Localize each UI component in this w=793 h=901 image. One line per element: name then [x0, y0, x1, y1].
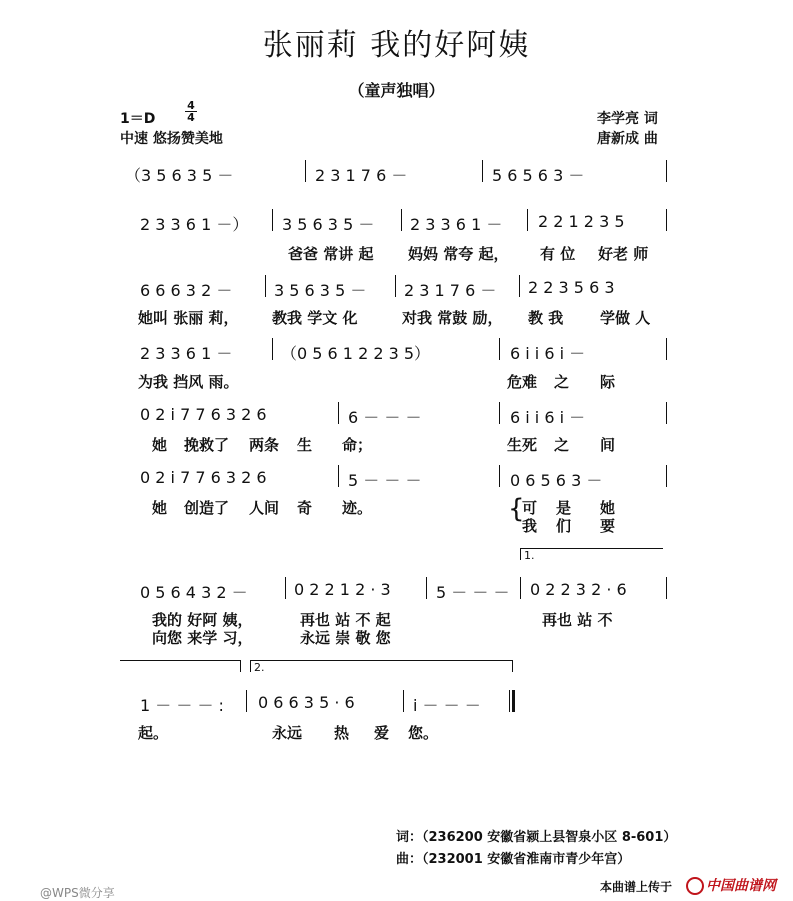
notation-row4-m2: （0 5 6 1 2 2 3 5）	[281, 344, 431, 363]
barline	[272, 338, 273, 360]
lyric: 我	[522, 517, 538, 535]
notation-row4-m3: 6 i i 6 i －	[510, 344, 586, 363]
lyric: 命；	[342, 436, 373, 454]
barline	[265, 275, 266, 297]
barline	[519, 275, 520, 297]
notation-row2-m1: 2 3 3 6 1 －）	[140, 215, 249, 234]
lyric: 好老 师	[598, 245, 649, 263]
barline	[499, 338, 500, 360]
lyric: 要	[600, 517, 616, 535]
volta1-label: 1.	[524, 549, 535, 562]
volta1-tick	[520, 548, 521, 560]
volta2-bracket	[250, 660, 512, 661]
lyric: 永远	[272, 724, 303, 742]
brace: {	[508, 494, 525, 524]
lyric: 可	[522, 499, 538, 517]
lyric: 生	[297, 436, 313, 454]
lyric: 您。	[408, 724, 439, 742]
barline	[272, 209, 273, 231]
lyric: 之	[554, 373, 570, 391]
time-bottom: 4	[185, 111, 197, 123]
barline	[395, 275, 396, 297]
uploaded-label: 本曲谱上传于	[600, 880, 673, 894]
barline	[338, 465, 339, 487]
final-barline-thick	[512, 690, 515, 712]
notation-row6-m1: 0 2 i 7 7 6 3 2 6	[140, 468, 267, 487]
notation-row7-m4: 0 2 2 3 2 · 6	[530, 580, 627, 599]
lyric: 两条	[249, 436, 280, 454]
lyric: 再也 站 不	[542, 611, 613, 629]
barline	[527, 209, 528, 231]
repeat-barline	[246, 690, 247, 712]
site-name: 中国曲谱网	[706, 878, 776, 894]
lyric: 有 位	[540, 245, 576, 263]
lyric: 她	[600, 499, 616, 517]
barline	[305, 160, 306, 182]
lyric: 际	[600, 373, 616, 391]
lyric: 她	[152, 436, 168, 454]
notation-row6-m2: 5 － － －	[348, 471, 422, 490]
lyric: 之	[554, 436, 570, 454]
volta1-continuation	[120, 660, 240, 661]
volta2-tick	[250, 660, 251, 672]
notation-row3-m3: 2 3 1 7 6 －	[404, 281, 497, 300]
page-title: 张丽莉 我的好阿姨	[262, 28, 531, 63]
lyric: 是	[556, 499, 572, 517]
barline	[403, 690, 404, 712]
notation-row2-m2: 3 5 6 3 5 －	[282, 215, 375, 234]
lyricist-credit: 李学亮 词	[597, 111, 658, 127]
final-barline-thin	[509, 690, 510, 712]
footer-lyricist-address: 词：（236200 安徽省颍上县智泉小区 8-601）	[396, 830, 677, 845]
notation-row5-m1: 0 2 i 7 7 6 3 2 6	[140, 405, 267, 424]
lyric: 向您 来学 习，	[152, 629, 253, 647]
volta1-bracket	[520, 548, 663, 549]
lyric: 生死	[507, 436, 538, 454]
footer-composer-address: 曲：（232001 安徽省淮南市青少年宫）	[396, 852, 631, 867]
notation-row2-m4: 2 2 1 2 3 5	[538, 212, 625, 231]
barline	[666, 209, 667, 231]
notation-row3-m2: 3 5 6 3 5 －	[274, 281, 367, 300]
lyric: 奇	[297, 499, 313, 517]
lyric: 学做 人	[600, 309, 651, 327]
lyric: 她	[152, 499, 168, 517]
notation-row5-m2: 6 － － －	[348, 408, 422, 427]
barline	[666, 465, 667, 487]
lyric: 人间	[249, 499, 280, 517]
barline	[426, 577, 427, 599]
barline	[482, 160, 483, 182]
site-logo[interactable]	[686, 875, 776, 895]
barline	[666, 338, 667, 360]
lyric: 起。	[138, 724, 169, 742]
lyric: 教 我	[528, 309, 564, 327]
lyric: 热	[334, 724, 350, 742]
barline	[666, 577, 667, 599]
notation-row3-m1: 6 6 6 3 2 －	[140, 281, 233, 300]
barline	[499, 402, 500, 424]
lyric: 我的 好阿 姨，	[152, 611, 253, 629]
notation-row7-m2: 0 2 2 1 2 · 3	[294, 580, 391, 599]
time-signature	[185, 100, 197, 123]
lyric: 为我 挡风 雨。	[138, 373, 239, 391]
lyric: 对我 常鼓 励，	[402, 309, 503, 327]
notation-row2-m3: 2 3 3 6 1 －	[410, 215, 503, 234]
lyric: 爸爸 常讲 起	[288, 245, 374, 263]
notation-row4-m1: 2 3 3 6 1 －	[140, 344, 233, 363]
notation-row1-m2: 2 3 1 7 6 －	[315, 166, 408, 185]
barline	[666, 402, 667, 424]
barline	[666, 160, 667, 182]
lyric: 们	[556, 517, 572, 535]
notation-row8-m2: 0 6 6 3 5 · 6	[258, 693, 355, 712]
lyric: 永远 崇 敬 您	[300, 629, 391, 647]
lyric: 爱	[374, 724, 390, 742]
barline	[338, 402, 339, 424]
notation-row8-m3: i － － －	[413, 696, 481, 715]
time-top: 4	[187, 99, 195, 112]
site-logo-icon	[686, 877, 704, 895]
notation-row8-m1: 1 － － － :	[140, 696, 224, 715]
notation-row1-m3: 5 6 5 6 3 －	[492, 166, 585, 185]
lyric: 妈妈 常夸 起，	[408, 245, 509, 263]
volta2-label: 2.	[254, 661, 265, 674]
wps-watermark: @WPS微分享	[40, 886, 115, 900]
lyric: 间	[600, 436, 616, 454]
volta1-end	[240, 660, 241, 672]
lyric: 挽救了	[184, 436, 230, 454]
lyric: 创造了	[184, 499, 230, 517]
volta2-end	[512, 660, 513, 672]
lyric: 再也 站 不 起	[300, 611, 391, 629]
key-signature: 1＝D	[120, 111, 156, 127]
notation-row7-m1: 0 5 6 4 3 2 －	[140, 583, 248, 602]
barline	[285, 577, 286, 599]
notation-row1-m1: （3 5 6 3 5 －	[125, 166, 234, 185]
barline	[499, 465, 500, 487]
barline	[401, 209, 402, 231]
notation-row6-m3: 0 6 5 6 3 －	[510, 471, 603, 490]
lyric: 危难	[507, 373, 538, 391]
composer-credit: 唐新成 曲	[597, 131, 658, 147]
barline	[520, 577, 521, 599]
tempo-marking: 中速 悠扬赞美地	[120, 131, 223, 147]
page-subtitle: （童声独唱）	[348, 81, 445, 100]
notation-row5-m3: 6 i i 6 i －	[510, 408, 586, 427]
lyric: 迹。	[342, 499, 373, 517]
lyric: 她叫 张丽 莉，	[138, 309, 239, 327]
lyric: 教我 学文 化	[272, 309, 358, 327]
notation-row7-m3: 5 － － －	[436, 583, 510, 602]
notation-row3-m4: 2 2 3 5 6 3	[528, 278, 615, 297]
